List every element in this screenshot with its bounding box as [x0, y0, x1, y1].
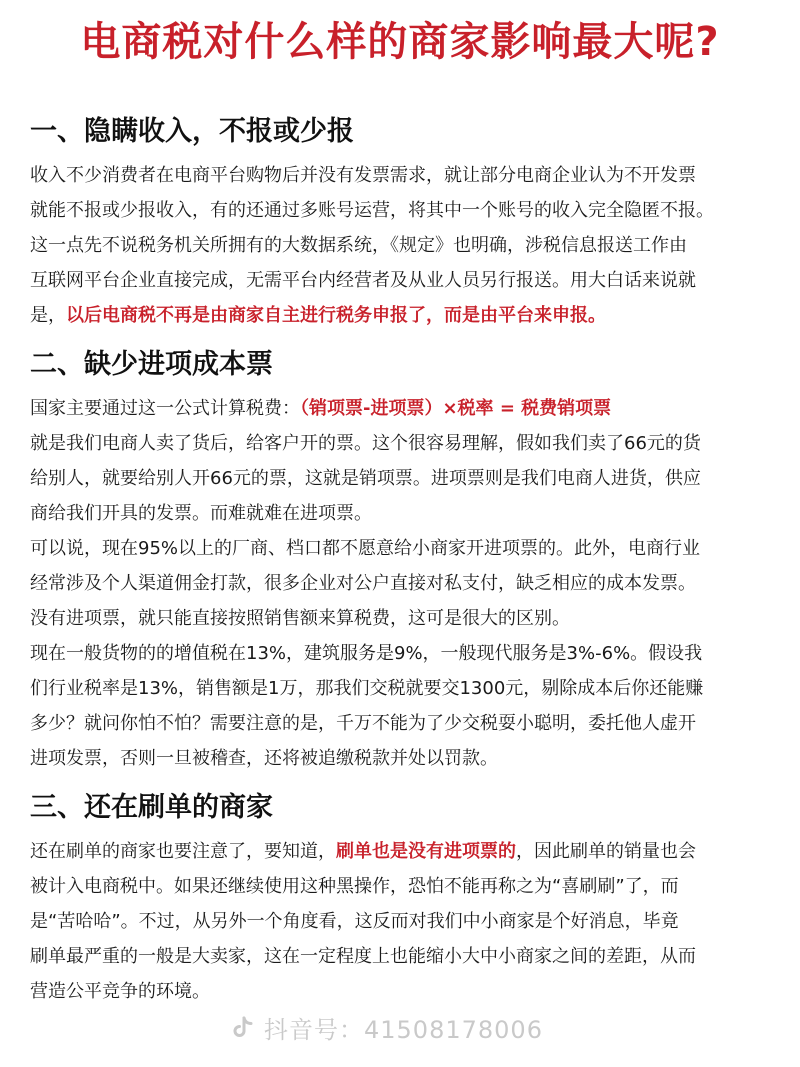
section-1-heading: 一、隐瞒收入，不报或少报: [30, 116, 354, 147]
formula-prefix: 国家主要通过这一公式计算税费：: [30, 398, 300, 419]
section-1-line-2: 就能不报或少报收入，有的还通过多账号运营，将其中一个账号的收入完全隐匿不报。: [30, 200, 714, 221]
formula-highlight: （销项票-进项票）×税率 = 税费销项票: [300, 398, 612, 419]
section-1-line-3: 这一点先不说税务机关所拥有的大数据系统，《规定》也明确，涉税信息报送工作由: [30, 235, 687, 256]
section-3: [30, 782, 780, 1009]
section-1: [30, 106, 780, 333]
section-2-line-2: 给别人，就要给别人开66元的票，这就是销项票。进项票则是我们电商人进货，供应: [30, 468, 701, 489]
article-body: [30, 106, 780, 1009]
section-2-line-7: 现在一般货物的的增值税在13%，建筑服务是9%，一般现代服务是3%-6%。假设我: [30, 643, 703, 664]
page-title: 电商税对什么样的商家影响最大呢?: [80, 19, 720, 65]
section-3-line-2: 被计入电商税中。如果还继续使用这种黑操作，恐怕不能再称之为“喜刷刷”了，而: [30, 876, 679, 897]
watermark-text: 抖音号：41508178006: [264, 1016, 543, 1044]
section-2-formula-line: [30, 391, 780, 426]
section-3-line-1-prefix: 还在刷单的商家也要注意了，要知道，: [30, 841, 336, 862]
section-2-line-10: 进项发票，否则一旦被稽查，还将被追缴税款并处以罚款。: [30, 748, 498, 769]
section-3-highlight: 刷单也是没有进项票的: [336, 841, 516, 862]
section-1-line-5-prefix: 是，: [30, 305, 66, 326]
section-2-line-9: 多少？就问你怕不怕？需要注意的是，千万不能为了少交税耍小聪明，委托他人虚开: [30, 713, 696, 734]
section-3-heading: 三、还在刷单的商家: [30, 792, 273, 823]
section-1-line-1: 收入不少消费者在电商平台购物后并没有发票需求，就让部分电商企业认为不开发票: [30, 165, 696, 186]
section-2: [30, 339, 780, 776]
section-3-line-1-suffix: ，因此刷单的销量也会: [516, 841, 696, 862]
section-2-line-5: 经常涉及个人渠道佣金打款，很多企业对公户直接对私支付，缺乏相应的成本发票。: [30, 573, 696, 594]
section-2-line-4: 可以说，现在95%以上的厂商、档口都不愿意给小商家开进项票的。此外，电商行业: [30, 538, 701, 559]
section-1-line-5: [30, 298, 780, 333]
section-1-highlight: 以后电商税不再是由商家自主进行税务申报了，而是由平台来申报。: [66, 305, 606, 326]
section-1-line-4: 互联网平台企业直接完成，无需平台内经营者及从业人员另行报送。用大白话来说就: [30, 270, 696, 291]
section-3-line-5: 营造公平竞争的环境。: [30, 981, 210, 1002]
section-3-line-4: 刷单最严重的一般是大卖家，这在一定程度上也能缩小大中小商家之间的差距，从而: [30, 946, 696, 967]
watermark: [228, 1010, 543, 1045]
section-2-line-1: 就是我们电商人卖了货后，给客户开的票。这个很容易理解，假如我们卖了66元的货: [30, 433, 701, 454]
section-2-line-8: 们行业税率是13%，销售额是1万，那我们交税就要交1300元，剔除成本后你还能赚: [30, 678, 704, 699]
tiktok-logo-icon: [228, 1014, 256, 1042]
section-3-line-1: [30, 834, 780, 869]
section-3-line-3: 是“苦哈哈”。不过，从另外一个角度看，这反而对我们中小商家是个好消息，毕竟: [30, 911, 679, 932]
section-2-line-6: 没有进项票，就只能直接按照销售额来算税费，这可是很大的区别。: [30, 608, 570, 629]
section-2-heading: 二、缺少进项成本票: [30, 349, 273, 380]
section-2-line-3: 商给我们开具的发票。而难就难在进项票。: [30, 503, 372, 524]
